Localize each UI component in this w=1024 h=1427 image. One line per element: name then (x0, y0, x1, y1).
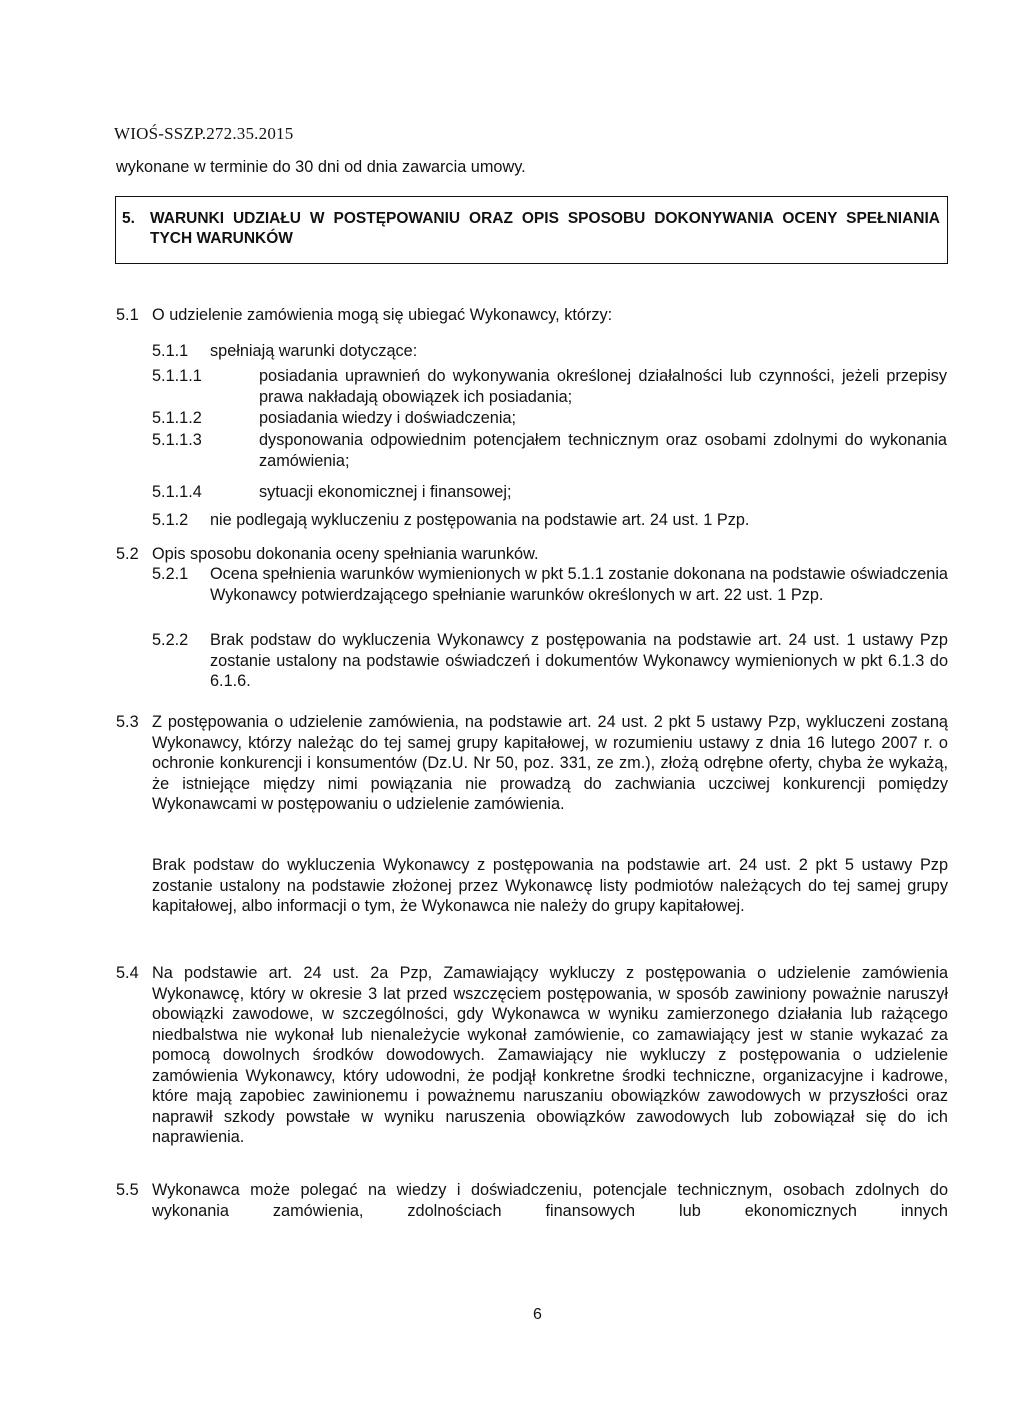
document-reference: WIOŚ-SSZP.272.35.2015 (114, 124, 294, 143)
section-5-3-paragraph-2: Brak podstaw do wykluczenia Wykonawcy z postępowania na podstawie art. 24 ust. 2 pkt 5 ustawy Pzp zostanie ustalony na podstawie złożonej przez Wykonawcę listy podmiotów należących do tej samej grupy kapitałowej, albo informacji o tym, że Wykonawca nie należy do grupy kapitałowej. (152, 856, 948, 915)
section-5-1-1-4-number: 5.1.1.4 (152, 483, 202, 501)
section-5-2-text: Opis sposobu dokonania oceny spełniania warunków. (152, 545, 539, 563)
section-heading-box (115, 196, 948, 264)
section-5-5-text: Wykonawca może polegać na wiedzy i doświadczeniu, potencjale technicznym, osobach zdolnych do wykonania zamówienia, zdolnościach finansowych lub ekonomicznych innych (152, 1181, 948, 1220)
section-5-1-text: O udzielenie zamówienia mogą się ubiegać Wykonawcy, którzy: (152, 306, 613, 324)
section-5-5-number: 5.5 (116, 1181, 139, 1199)
section-5-4-text: Na podstawie art. 24 ust. 2a Pzp, Zamawiający wykluczy z postępowania o udzielenie zamówienia Wykonawcę, który w okresie 3 lat przed wszczęciem postępowania, w sposób zawiniony poważnie naruszył obowiązki zawodowe, w szczególności, gdy Wykonawca w wyniku zamierzonego działania lub rażącego niedbalstwa nie wykonał lub nienależycie wykonał zamówienie, co zamawiający jest w stanie wykazać za pomocą dowolnych środków dowodowych. Zamawiający nie wykluczy z postępowania o udzielenie zamówienia Wykonawcy, który udowodni, że podjął konkretne środki techniczne, organizacyjne i kadrowe, które mają zapobiec zawinionemu i poważnemu naruszaniu obowiązków zawodowych w przyszłości oraz naprawił szkody powstałe w wyniku naruszenia obowiązków zawodowych lub zobowiązał się do ich naprawienia. (152, 964, 948, 1146)
intro-line: wykonane w terminie do 30 dni od dnia zawarcia umowy. (116, 158, 526, 176)
section-5-1-1-2-number: 5.1.1.2 (152, 409, 202, 427)
heading-title: WARUNKI UDZIAŁU W POSTĘPOWANIU ORAZ OPIS SPOSOBU DOKONYWANIA OCENY SPEŁNIANIA TYCH WARUNKÓW (150, 210, 940, 247)
heading-number: 5. (122, 210, 135, 227)
section-5-1-1-1-text: posiadania uprawnień do wykonywania określonej działalności lub czynności, jeżeli przepisy prawa nakładają obowiązek ich posiadania; (259, 367, 947, 406)
section-5-1-1-text: spełniają warunki dotyczące: (210, 342, 418, 360)
section-5-1-1-3-number: 5.1.1.3 (152, 431, 202, 449)
section-5-3-number: 5.3 (116, 713, 139, 731)
section-5-1-1-number: 5.1.1 (152, 342, 189, 360)
section-5-2-1-number: 5.2.1 (152, 565, 189, 583)
section-5-4-number: 5.4 (116, 964, 139, 982)
section-5-2-number: 5.2 (116, 545, 139, 563)
section-5-3-paragraph-1: Z postępowania o udzielenie zamówienia, na podstawie art. 24 ust. 2 pkt 5 ustawy Pzp, wykluczeni zostaną Wykonawcy, którzy należąc do tej samej grupy kapitałowej, w rozumieniu ustawy z dnia 16 lutego 2007 r. o ochronie konkurencji i konsumentów (Dz.U. Nr 50, poz. 331, ze zm.), złożą odrębne oferty, chyba że wykażą, że istniejące między nimi powiązania nie prowadzą do zachwiania uczciwej konkurencji pomiędzy Wykonawcami w postępowaniu o udzielenie zamówienia. (152, 713, 948, 813)
section-5-2-2-text: Brak podstaw do wykluczenia Wykonawcy z postępowania na podstawie art. 24 ust. 1 ustawy Pzp zostanie ustalony na podstawie oświadczeń i dokumentów Wykonawcy wymienionych w pkt 6.1.3 do 6.1.6. (210, 631, 948, 690)
section-5-1-1-3-text: dysponowania odpowiednim potencjałem technicznym oraz osobami zdolnymi do wykonania zamówienia; (259, 431, 947, 470)
section-5-1-1-4-text: sytuacji ekonomicznej i finansowej; (259, 483, 512, 501)
section-5-1-2-number: 5.1.2 (152, 511, 189, 529)
page-number: 6 (533, 1306, 542, 1323)
section-5-1-2-text: nie podlegają wykluczeniu z postępowania na podstawie art. 24 ust. 1 Pzp. (210, 511, 750, 529)
section-5-1-1-2-text: posiadania wiedzy i doświadczenia; (259, 409, 517, 427)
section-5-2-2-number: 5.2.2 (152, 631, 189, 649)
section-5-2-1-text: Ocena spełnienia warunków wymienionych w pkt 5.1.1 zostanie dokonana na podstawie oświadczenia Wykonawcy potwierdzającego spełnianie warunków określonych w art. 22 ust. 1 Pzp. (210, 565, 948, 604)
section-5-1-number: 5.1 (116, 306, 139, 324)
section-5-1-1-1-number: 5.1.1.1 (152, 367, 202, 385)
